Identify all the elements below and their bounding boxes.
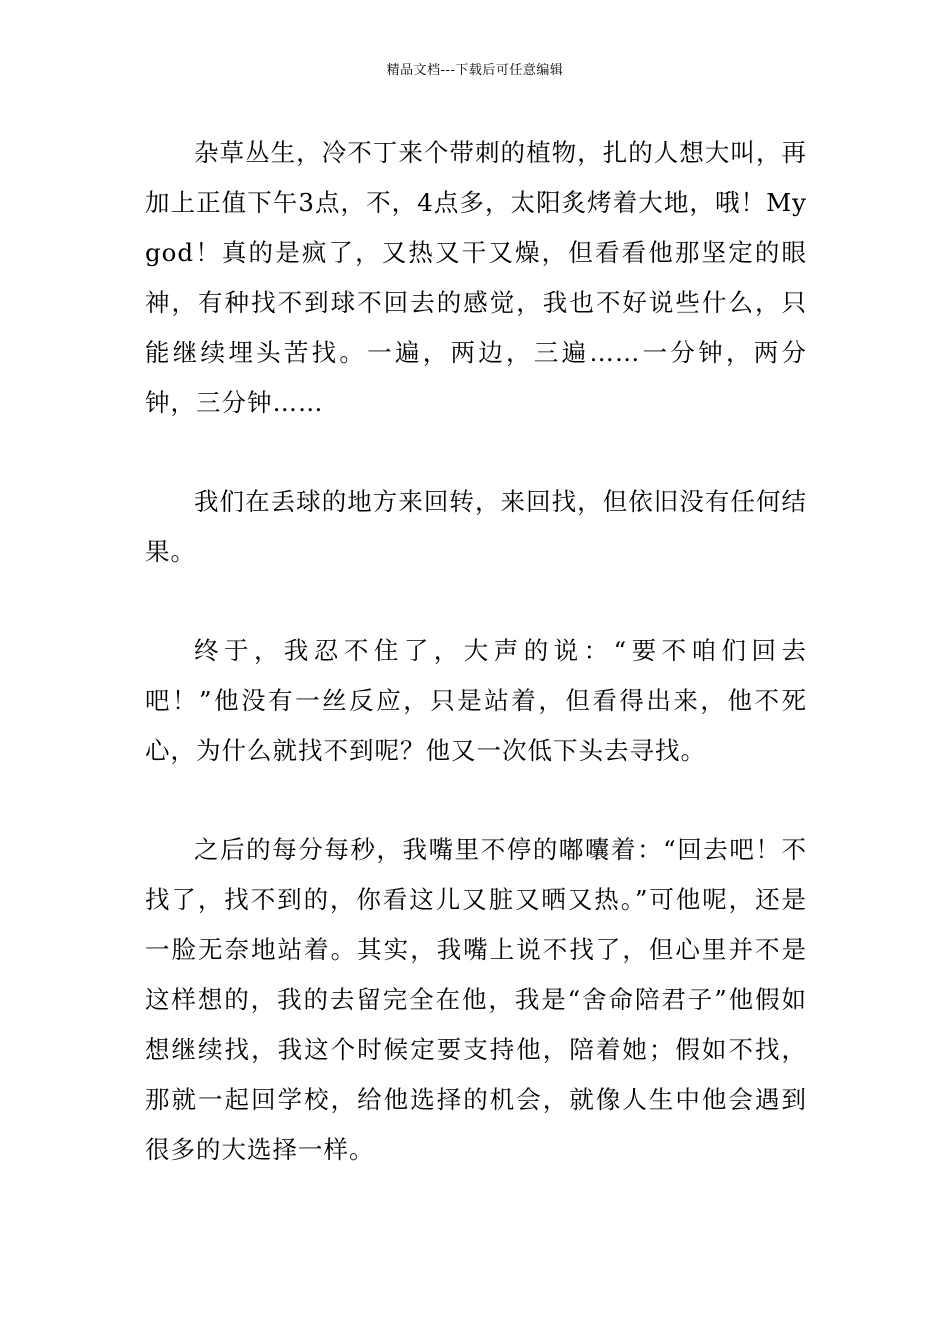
paragraph-4: 之后的每分每秒，我嘴里不停的嘟囔着：“回去吧！不找了，找不到的，你看这儿又脏又晒又热。”可他呢，还是一脸无奈地站着。其实，我嘴上说不找了，但心里并不是这样想的，我的去留完全在他，我是“舍命陪君子”他假如想继续找，我这个时候定要支持他，陪着她；假如不找，那就一起回学校，给他选择的机会，就像人生中他会遇到很多的大选择一样。 xyxy=(145,835,807,1164)
paragraph-1: 杂草丛生，冷不丁来个带刺的植物，扎的人想大叫，再加上正值下午3点，不，4点多，太阳炙烤着大地，哦！My god！真的是疯了，又热又干又燥，但看看他那坚定的眼神，有种找不到球不回去的感觉，我也不好说些什么，只能继续埋头苦找。一遍，两边，三遍……一分钟，两分钟，三分钟…… xyxy=(145,138,807,417)
paragraph-spacer xyxy=(145,428,807,477)
page-header: 精品文档---下载后可任意编辑 xyxy=(386,63,564,78)
paragraph-spacer xyxy=(145,776,807,825)
paragraph-spacer xyxy=(145,577,807,626)
paragraph-3: 终于，我忍不住了，大声的说：“要不咱们回去吧！”他没有一丝反应，只是站着，但看得出来，他不死心，为什么就找不到呢？他又一次低下头去寻找。 xyxy=(145,636,807,765)
paragraph-2: 我们在丢球的地方来回转，来回找，但依旧没有任何结果。 xyxy=(145,487,807,566)
document-body xyxy=(145,128,807,1175)
